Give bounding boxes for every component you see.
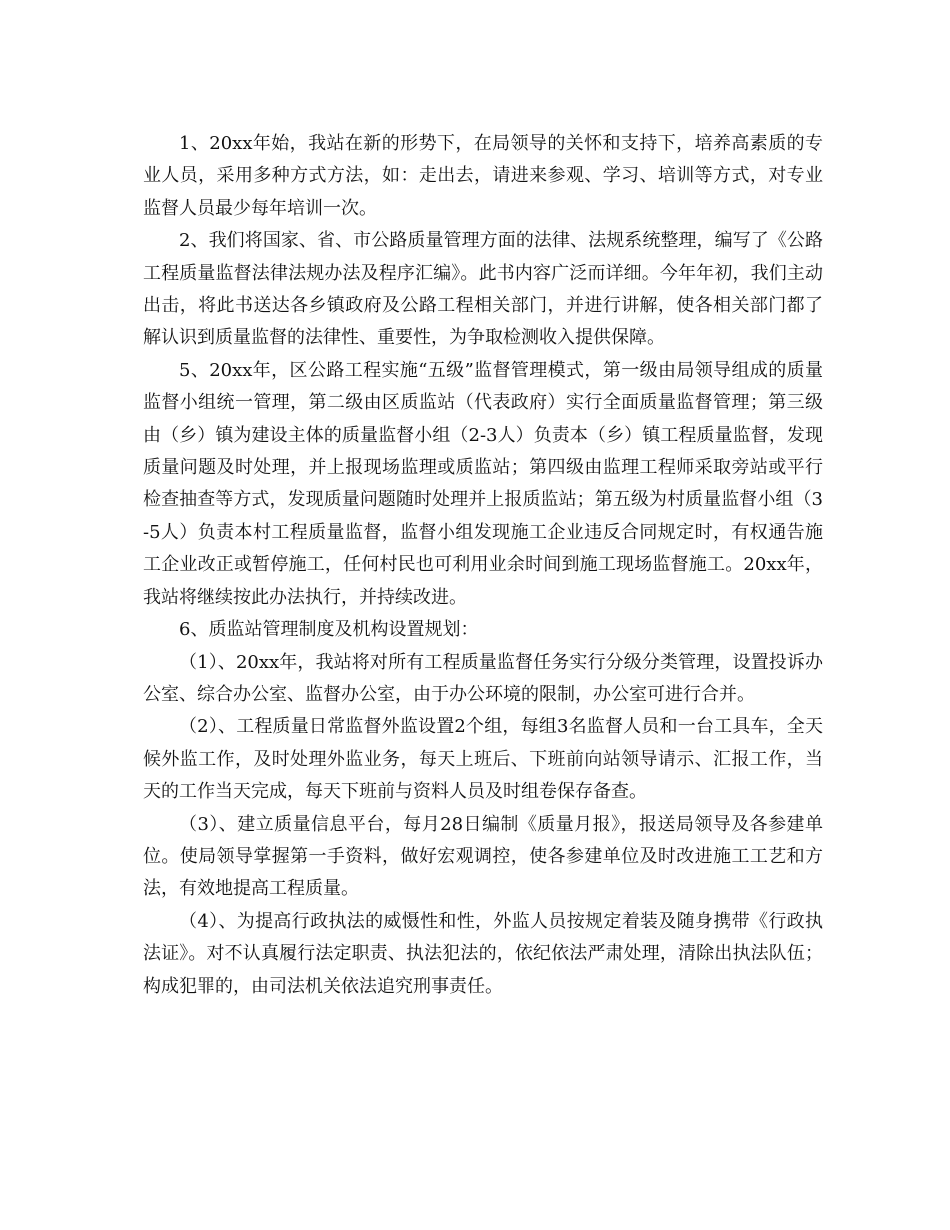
paragraph-item-3: （3）、建立质量信息平台，每月28日编制《质量月报》，报送局领导及各参建单位。使局领导掌握第一手资料，做好宏观调控，使各参建单位及时改进施工工艺和方法，有效地提高工程质量。 — [143, 813, 823, 900]
paragraph-item-1: （1）、20xx年，我站将对所有工程质量监督任务实行分级分类管理，设置投诉办公室、综合办公室、监督办公室，由于办公环境的限制，办公室可进行合并。 — [143, 651, 823, 705]
paragraph-item-4: （4）、为提高行政执法的威慑性和性，外监人员按规定着装及随身携带《行政执法证》。对不认真履行法定职责、执法犯法的，依纪依法严肃处理，清除出执法队伍；构成犯罪的，由司法机关依法追究刑事责任。 — [143, 910, 823, 997]
paragraph-five-level-supervision: 5、20xx年，区公路工程实施“五级”监督管理模式，第一级由局领导组成的质量监督小组统一管理，第二级由区质监站（代表政府）实行全面质量监督管理；第三级由（乡）镇为建设主体的质量监督小组（2-3人）负责本（乡）镇工程质量监督，发现质量问题及时处理，并上报现场监理或质监站；第四级由监理工程师采取旁站或平行检查抽查等方式，发现质量问题随时处理并上报质监站；第五级为村质量监督小组（3-5人）负责本村工程质量监督，监督小组发现施工企业违反合同规定时，有权通告施工企业改正或暂停施工，任何村民也可利用业余时间到施工现场监督施工。20xx年，我站将继续按此办法执行，并持续改进。 — [143, 359, 823, 608]
document-body — [143, 128, 823, 1003]
paragraph-regulations: 2、我们将国家、省、市公路质量管理方面的法律、法规系统整理，编写了《公路工程质量监督法律法规办法及程序汇编》。此书内容广泛而详细。今年年初，我们主动出击，将此书送达各乡镇政府及公路工程相关部门，并进行讲解，使各相关部门都了解认识到质量监督的法律性、重要性，为争取检测收入提供保障。 — [143, 230, 823, 349]
paragraph-management-heading: 6、质监站管理制度及机构设置规划： — [179, 619, 479, 641]
paragraph-item-2: （2）、工程质量日常监督外监设置2个组，每组3名监督人员和一台工具车，全天候外监工作，及时处理外监业务，每天上班后、下班前向站领导请示、汇报工作，当天的工作当天完成，每天下班前与资料人员及时组卷保存备查。 — [143, 716, 823, 803]
paragraph-training: 1、20xx年始，我站在新的形势下，在局领导的关怀和支持下，培养高素质的专业人员，采用多种方式方法，如：走出去，请进来参观、学习、培训等方式，对专业监督人员最少每年培训一次。 — [143, 133, 823, 219]
